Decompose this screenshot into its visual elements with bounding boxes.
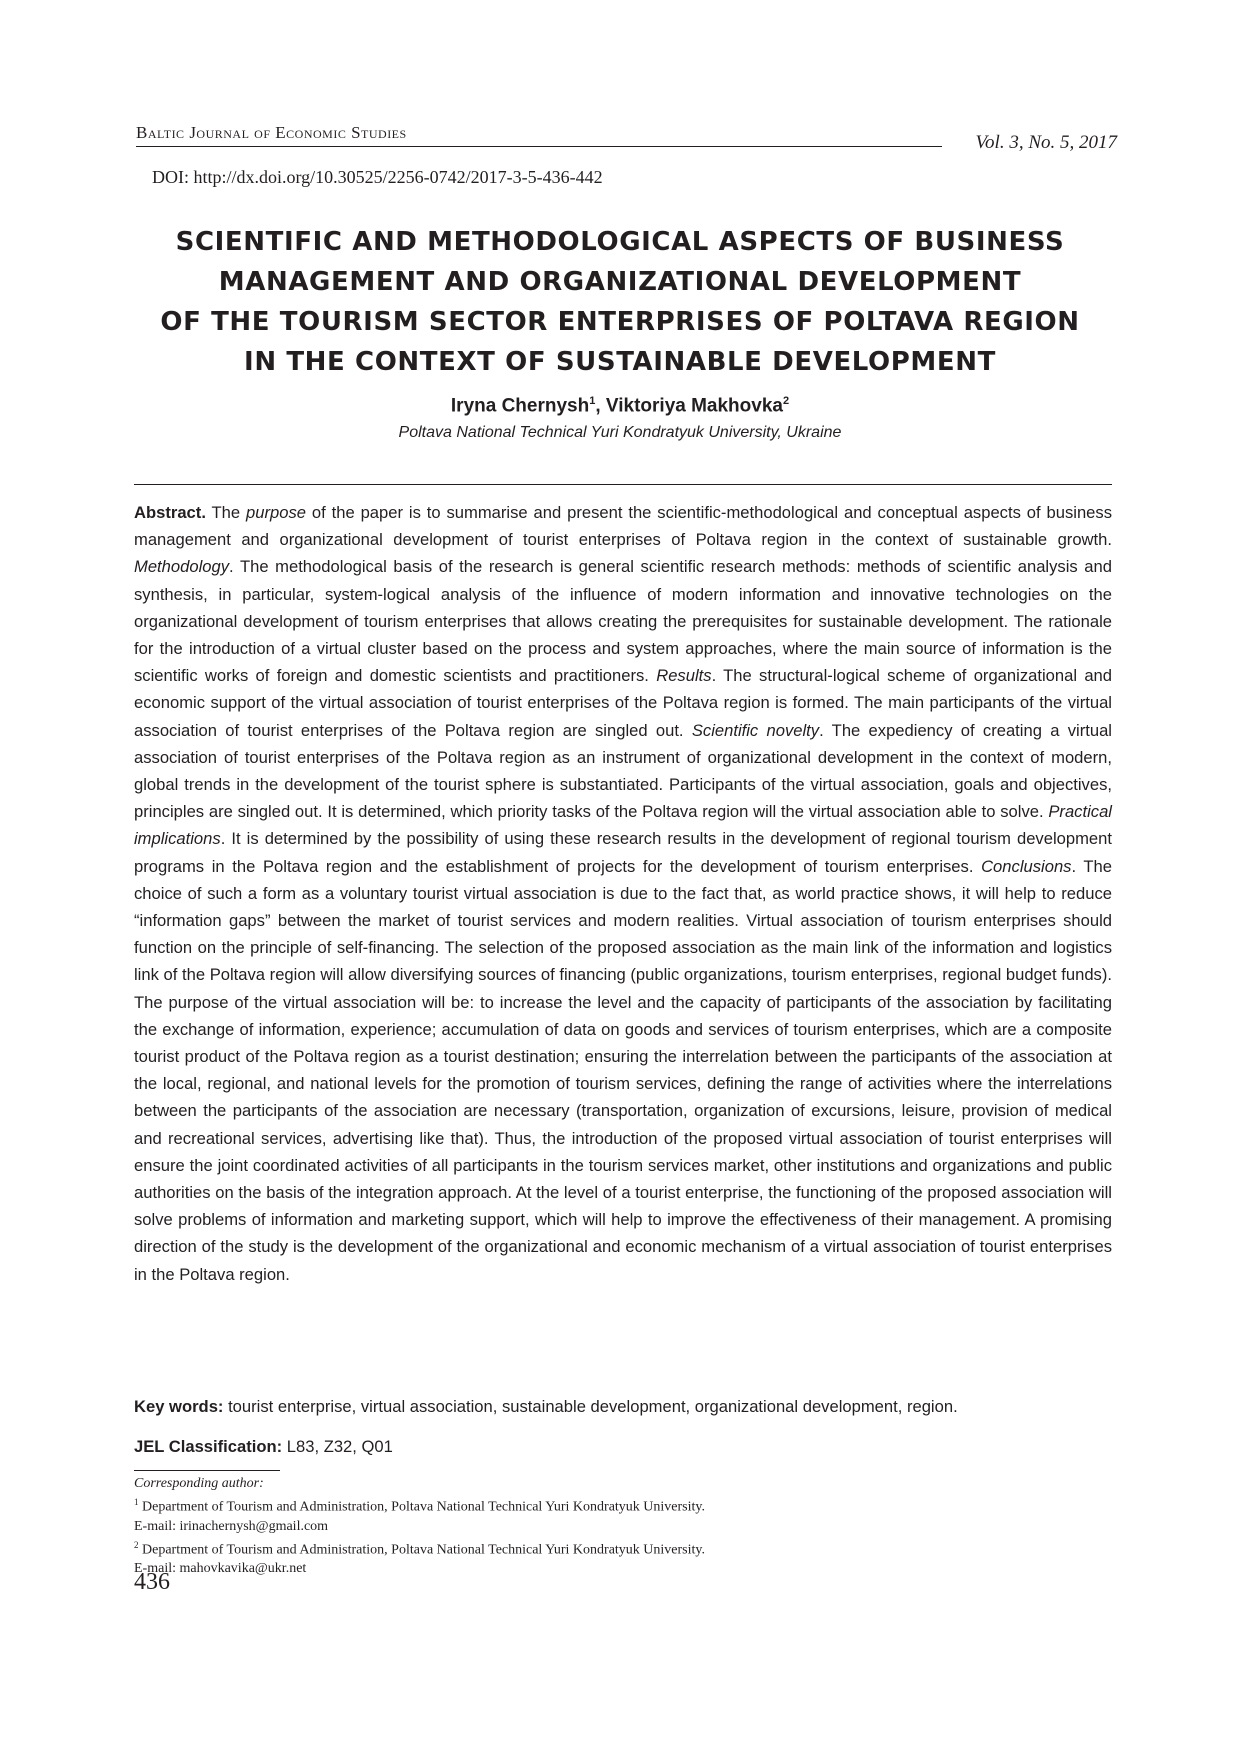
abstract-text: . The structural-logical scheme of organizational and economic support of the virtual association of tourist enterprises of the Poltava region is formed. The main participants of the virtual association of tourist enterprises of the Poltava region are singled out.: [134, 666, 1113, 740]
title-line: MANAGEMENT AND ORGANIZATIONAL DEVELOPMENT: [218, 267, 1022, 297]
abstract-text: of the paper is to summarise and present the scientific-methodological and conceptual aspects of business management and organizational development of tourist enterprises of Poltava region in the context of sustainable growth.: [134, 503, 1112, 550]
footnote-1: [134, 1493, 1034, 1517]
author-name: Viktoriya Makhovka: [605, 395, 783, 417]
footnote-email[interactable]: E-mail: irinachernysh@gmail.com: [134, 1518, 329, 1534]
abstract-section-label: Results: [656, 666, 712, 686]
abstract-section-label: Conclusions: [981, 856, 1072, 876]
footnote-text: Department of Tourism and Administration, Poltava National Technical Yuri Kondratyuk University.: [138, 1499, 705, 1515]
footnote-rule: [134, 1470, 280, 1471]
jel-classification: [134, 1437, 1112, 1457]
abstract-text: . The methodological basis of the research is general scientific research methods: methods of scientific analysis and synthesis, in particular, system-logical analysis of the influence of modern information and innovative technologies on the organizational development of tourism enterprises that allows creating the prerequisites for sustainable development. The rationale for the introduction of a virtual cluster based on the process and system approaches, where the main source of information is the scientific works of foreign and domestic scientists and practitioners.: [134, 557, 1112, 686]
author-affiliation-marker: 2: [782, 395, 790, 407]
abstract-text: . It is determined by the possibility of using these research results in the development of regional tourism development programs in the Poltava region and the establishment of projects for the development of tourism enterprises.: [134, 829, 1112, 876]
author-separator: ,: [595, 395, 606, 417]
footnote-marker: 1: [134, 1497, 139, 1507]
footnote-2: [134, 1536, 1034, 1560]
abstract-section-label: Methodology: [134, 557, 230, 577]
abstract-text: . The expediency of creating a virtual association of tourist enterprises of the Poltava region as an instrument of organizational development in the context of modern, global trends in the development of the tourist sphere is substantiated. Participants of the virtual association, goals and objectives, principles are singled out. It is determined, which priority tasks of the Poltava region will the virtual association able to solve.: [134, 720, 1112, 822]
footnote-email[interactable]: E-mail: mahovkavika@ukr.net: [134, 1561, 307, 1577]
abstract-section-label: Practical implications: [134, 802, 1112, 849]
jel-label: JEL Classification:: [134, 1437, 283, 1456]
keywords-label: Key words:: [134, 1397, 224, 1416]
footnote-marker: 2: [134, 1539, 139, 1550]
title-line: IN THE CONTEXT OF SUSTAINABLE DEVELOPMENT: [244, 347, 996, 377]
abstract-section-label: purpose: [246, 503, 306, 522]
abstract-text: The: [205, 503, 247, 522]
corresponding-author-label: Corresponding author:: [134, 1476, 264, 1491]
journal-name: Baltic Journal of Economic Studies: [136, 123, 407, 142]
abstract-section-label: Scientific novelty: [691, 720, 820, 740]
footnote-text: Department of Tourism and Administration, Poltava National Technical Yuri Kondratyuk University.: [138, 1542, 705, 1558]
authors: [120, 395, 1120, 417]
header-rule: [136, 146, 942, 147]
title-rule: [134, 484, 1112, 485]
abstract-label: Abstract.: [134, 503, 206, 522]
title-line: SCIENTIFIC AND METHODOLOGICAL ASPECTS OF BUSINESS: [175, 227, 1065, 257]
title-line: OF THE TOURISM SECTOR ENTERPRISES OF POLTAVA REGION: [160, 307, 1080, 337]
keywords-text: tourist enterprise, virtual association, sustainable development, organizational development, region.: [223, 1397, 958, 1416]
author-affiliation-marker: 1: [589, 395, 596, 407]
article-title: [120, 222, 1120, 382]
author-name: Iryna Chernysh: [450, 395, 590, 417]
volume-issue: Vol. 3, No. 5, 2017: [975, 132, 1117, 153]
doi-link[interactable]: DOI: http://dx.doi.org/10.30525/2256-0742/2017-3-5-436-442: [152, 167, 603, 187]
jel-codes: L83, Z32, Q01: [282, 1437, 393, 1456]
affiliation: Poltava National Technical Yuri Kondratyuk University, Ukraine: [398, 424, 842, 441]
footnotes: [134, 1474, 1034, 1578]
abstract-text: . The choice of such a form as a voluntary tourist virtual association is due to the fact that, as world practice shows, it will help to reduce “information gaps” between the market of tourist services and modern realities. Virtual association of tourism enterprises should function on the principle of self-financing. The selection of the proposed association as the main link of the information and logistics link of the Poltava region will allow diversifying sources of financing (public organizations, tourism enterprises, regional budget funds). The purpose of the virtual association will be: to increase the level and the capacity of participants of the association by facilitating the exchange of information, experience; accumulation of data on goods and services of tourism enterprises, which are a composite tourist product of the Poltava region as a tourist destination; ensuring the interrelation between the participants of the association at the local, regional, and national levels for the promotion of tourism services, defining the range of activities where the interrelations between the participants of the association are necessary (transportation, organization of excursions, leisure, provision of medical and recreational services, advertising like that). Thus, the introduction of the proposed virtual association of tourist enterprises will ensure the joint coordinated activities of all participants in the tourism services market, other institutions and organizations and public authorities on the basis of the integration approach. At the level of a tourist enterprise, the functioning of the proposed association will solve problems of information and marketing support, which will help to improve the effectiveness of their management. A promising direction of the study is the development of the organizational and economic mechanism of a virtual association of tourist enterprises in the Poltava region.: [134, 856, 1113, 1284]
keywords: [134, 1397, 1112, 1417]
page-number: 436: [134, 1569, 170, 1595]
abstract: [134, 499, 1112, 1288]
